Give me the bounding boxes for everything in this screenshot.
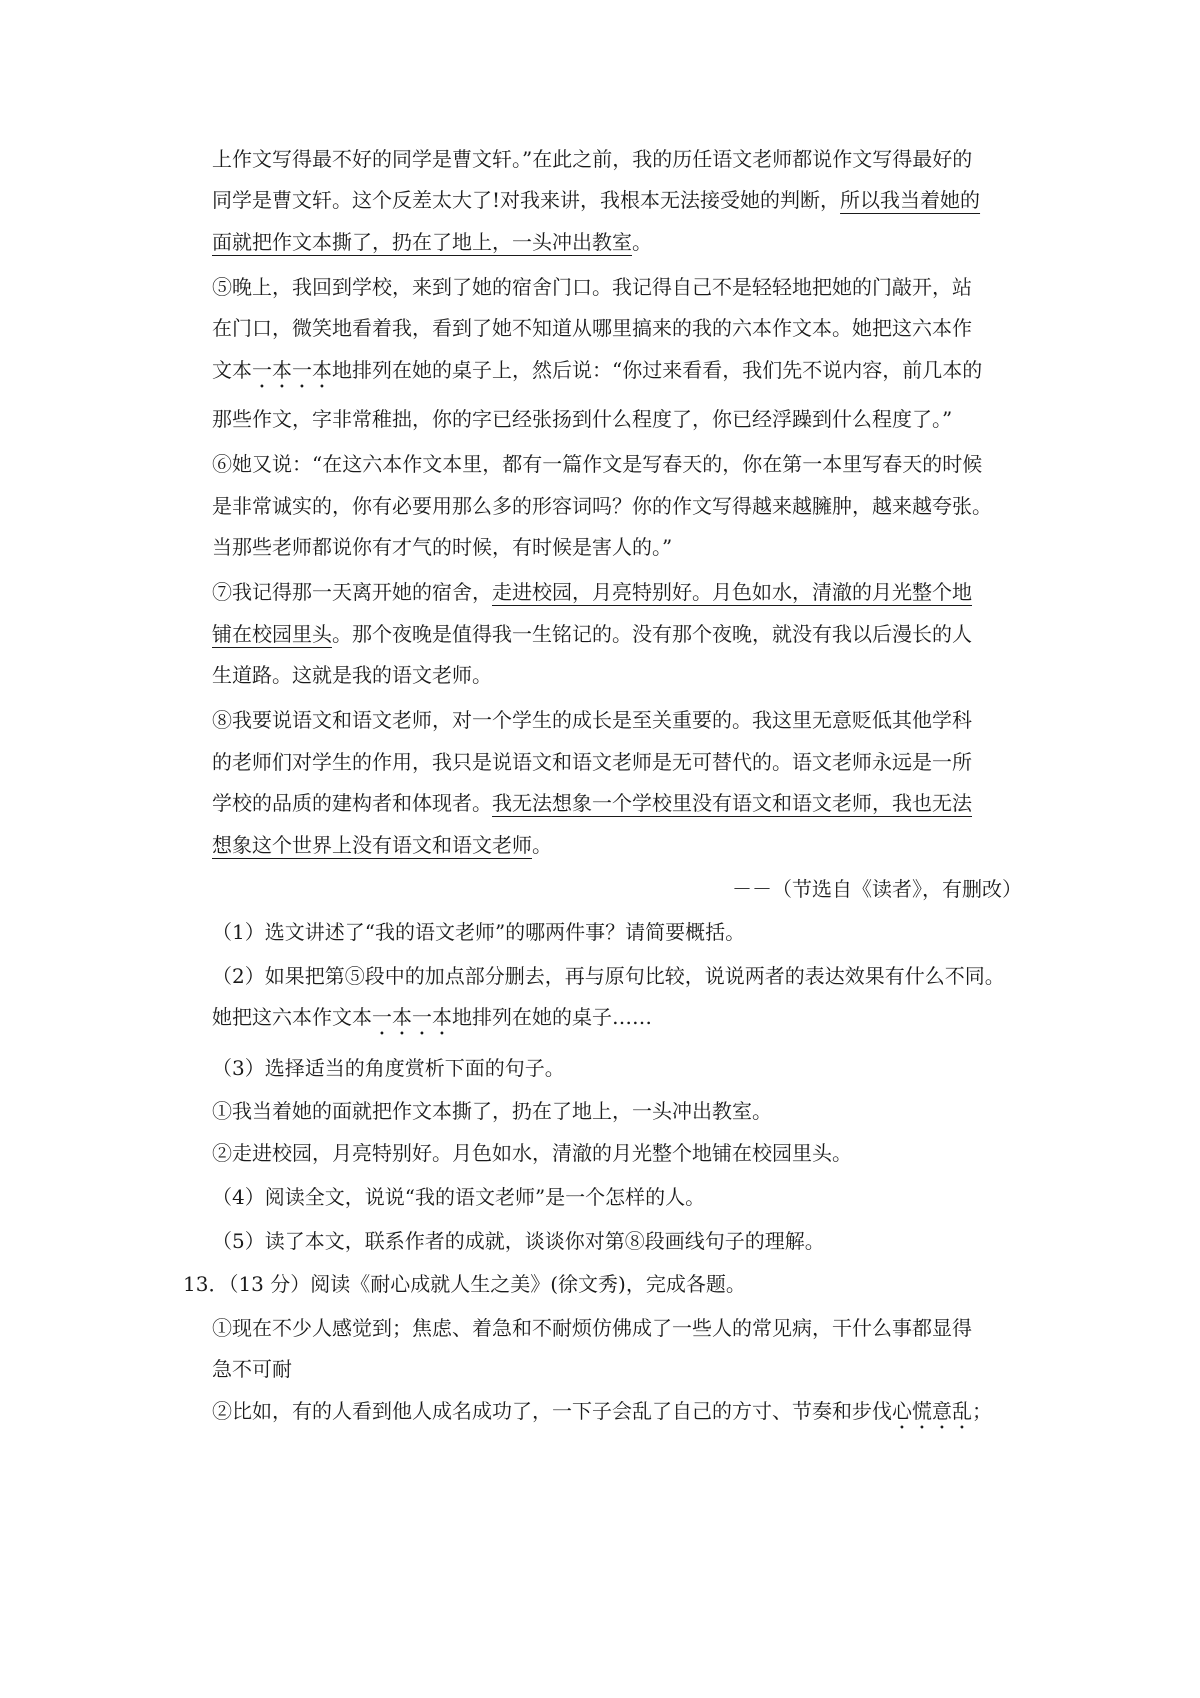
passage-text: 当那些老师都说你有才气的时候，有时候是害人的。” <box>212 535 673 559</box>
passage-line <box>212 492 992 520</box>
passage-line <box>212 228 652 256</box>
dotted-emphasis: 心慌意乱 <box>892 1399 972 1423</box>
passage-text: 是非常诚实的，你有必要用那么多的形容词吗？你的作文写得越来越臃肿，越来越夸张。 <box>212 494 992 518</box>
passage-line <box>212 405 952 433</box>
question-3-sentence-2: ②走进校园，月亮特别好。月色如水，清澈的月光整个地铺在校园里头。 <box>212 1141 852 1165</box>
passage-text: 。 <box>532 833 552 857</box>
dotted-emphasis: 一本一本 <box>372 1005 452 1029</box>
question-13-header: 13．（13 分）阅读《耐心成就人生之美》(徐文秀)，完成各题。 <box>183 1272 746 1296</box>
passage-line <box>212 356 982 393</box>
question-2-quote <box>212 1003 652 1040</box>
quote-text: 地排列在她的桌子…… <box>452 1005 652 1029</box>
q13-paragraph-1-cont: 急不可耐 <box>212 1357 292 1381</box>
passage-text: 地排列在她的桌子上，然后说：“你过来看看，我们先不说内容，前几本的 <box>332 358 983 382</box>
passage-line <box>212 186 980 214</box>
passage-text: 上作文写得最不好的同学是曹文轩。”在此之前，我的历任语文老师都说作文写得最好的 <box>212 147 973 171</box>
passage-text: 文本 <box>212 358 252 382</box>
question-4: （4）阅读全文，说说“我的语文老师”是一个怎样的人。 <box>212 1185 706 1209</box>
passage-line <box>212 748 972 776</box>
underlined-sentence: 我无法想象一个学校里没有语文和语文老师，我也无法 <box>492 791 972 815</box>
underlined-sentence: 想象这个世界上没有语文和语文老师 <box>212 833 532 857</box>
passage-text: ⑦我记得那一天离开她的宿舍， <box>212 580 492 604</box>
question-1: （1）选文讲述了“我的语文老师”的哪两件事？请简要概括。 <box>212 920 746 944</box>
q13-paragraph-1: ①现在不少人感觉到；焦虑、着急和不耐烦仿佛成了一些人的常见病，干什么事都显得 <box>212 1316 972 1340</box>
underlined-sentence: 所以我当着她的 <box>840 188 981 212</box>
underlined-sentence: 走进校园，月亮特别好。月色如水，清澈的月光整个地 <box>492 580 972 604</box>
underlined-sentence: 面就把作文本撕了，扔在了地上，一头冲出教室 <box>212 230 632 254</box>
question-3: （3）选择适当的角度赏析下面的句子。 <box>212 1056 565 1080</box>
passage-text: 同学是曹文轩。这个反差太大了!对我来讲，我根本无法接受她的判断， <box>212 188 841 212</box>
passage-text: ⑧我要说语文和语文老师，对一个学生的成长是至关重要的。我这里无意贬低其他学科 <box>212 708 972 732</box>
paragraph-6 <box>212 450 982 478</box>
paragraph-5 <box>212 273 972 301</box>
question-3-sentence-1: ①我当着她的面就把作文本撕了，扔在了地上，一头冲出教室。 <box>212 1099 772 1123</box>
passage-line <box>212 831 552 859</box>
source-citation: －－（节选自《读者》，有删改） <box>732 877 1022 901</box>
passage-line <box>212 661 492 689</box>
passage-text: ⑤晚上，我回到学校，来到了她的宿舍门口。我记得自己不是轻轻地把她的门敲开，站 <box>212 275 972 299</box>
passage-text: ②比如，有的人看到他人成名成功了，一下子会乱了自己的方寸、节奏和步伐 <box>212 1399 892 1423</box>
question-5: （5）读了本文，联系作者的成就，谈谈你对第⑧段画线句子的理解。 <box>212 1229 825 1253</box>
quote-text: 她把这六本作文本 <box>212 1005 372 1029</box>
passage-line <box>212 533 672 561</box>
passage-text: ； <box>972 1399 992 1423</box>
underlined-sentence: 铺在校园里头 <box>212 622 332 646</box>
question-2: （2）如果把第⑤段中的加点部分删去，再与原句比较，说说两者的表达效果有什么不同。 <box>212 964 1005 988</box>
passage-text: 。 <box>632 230 652 254</box>
paragraph-7 <box>212 578 972 606</box>
passage-line <box>212 620 972 648</box>
passage-text: ⑥她又说：“在这六本作文本里，都有一篇作文是写春天的，你在第一本里写春天的时候 <box>212 452 983 476</box>
passage-text: 在门口，微笑地看着我，看到了她不知道从哪里搞来的我的六本作文本。她把这六本作 <box>212 316 972 340</box>
dotted-emphasis: 一本一本 <box>252 358 332 382</box>
passage-line <box>212 789 972 817</box>
passage-line <box>212 145 972 173</box>
passage-text: 生道路。这就是我的语文老师。 <box>212 663 492 687</box>
passage-text: 的老师们对学生的作用，我只是说语文和语文老师是无可替代的。语文老师永远是一所 <box>212 750 972 774</box>
passage-line <box>212 314 972 342</box>
q13-paragraph-2 <box>212 1397 992 1434</box>
paragraph-8 <box>212 706 972 734</box>
passage-text: 。那个夜晚是值得我一生铭记的。没有那个夜晚，就没有我以后漫长的人 <box>332 622 972 646</box>
passage-text: 那些作文，字非常稚拙，你的字已经张扬到什么程度了，你已经浮躁到什么程度了。” <box>212 407 953 431</box>
passage-text: 学校的品质的建构者和体现者。 <box>212 791 492 815</box>
